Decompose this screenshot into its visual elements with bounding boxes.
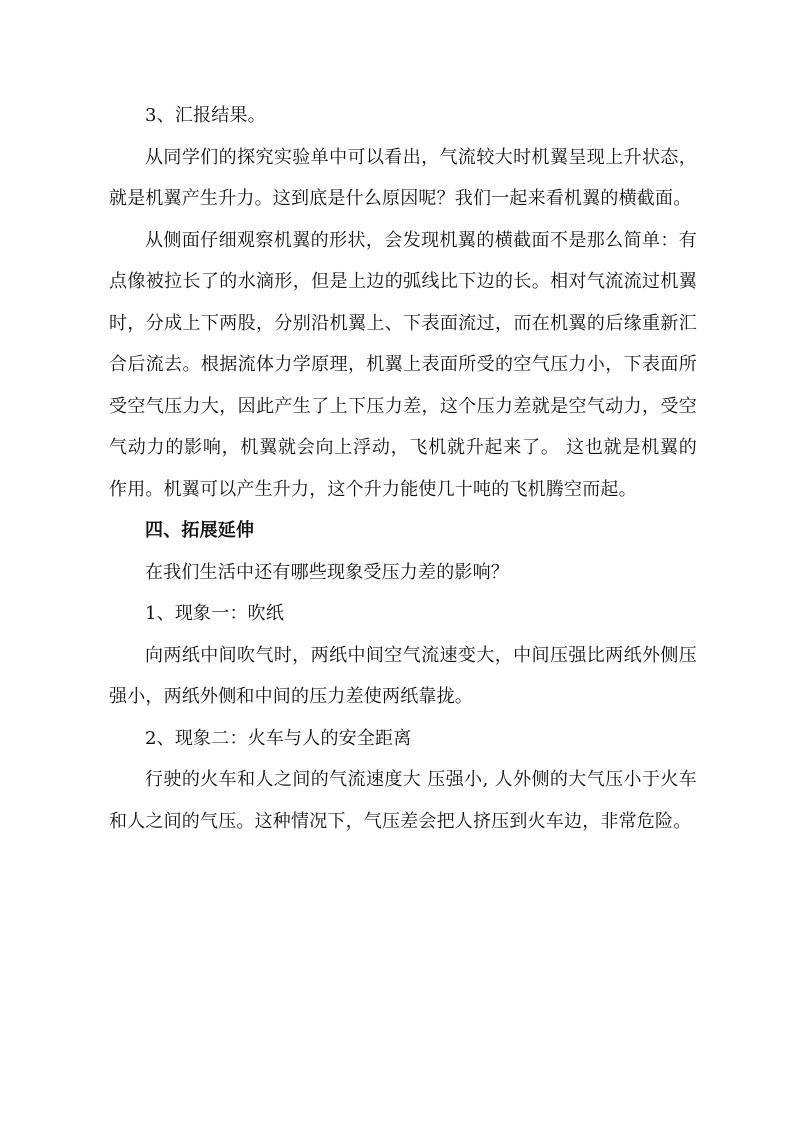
paragraph-question: 在我们生活中还有哪些现象受压力差的影响？ [145, 561, 509, 583]
paragraph-report-results: 3、汇报结果。 [145, 105, 266, 126]
phenomenon-two-title: 2、现象二：火车与人的安全距离 [145, 727, 412, 749]
phenomenon-one-description: 向两纸中间吹气时，两纸中间空气流速变大，中间压强比两纸外侧压强小，两纸外侧和中间的压力差使两纸靠拢。 [109, 644, 697, 707]
document-body [109, 95, 697, 842]
phenomenon-one-title: 1、现象一：吹纸 [145, 603, 285, 624]
paragraph-experiment-observation: 从同学们的探究实验单中可以看出，气流较大时机翼呈现上升状态， 就是机翼产生升力。这到底是什么原因呢？我们一起来看机翼的横截面。 [109, 146, 697, 209]
phenomenon-two-description: 行驶的火车和人之间的气流速度大 压强小, 人外侧的大气压小于火车和人之间的气压。这种情况下，气压差会把人挤压到火车边，非常危险。 [109, 769, 697, 832]
paragraph-wing-explanation: 从侧面仔细观察机翼的形状，会发现机翼的横截面不是那么简单：有点像被拉长了的水滴形，但是上边的弧线比下边的长。相对气流流过机翼时，分成上下两股，分别沿机翼上、下表面流过，而在机翼的后缘重新汇合后流去。根据流体力学原理，机翼上表面所受的空气压力小，下表面所受空气压力大，因此产生了上下压力差，这个压力差就是空气动力，受空气动力的影响，机翼就会向上浮动，飞机就升起来了。 这也就是机翼的作用。机翼可以产生升力，这个升力能使几十吨的飞机腾空而起。 [109, 229, 697, 500]
section-heading-extension: 四、拓展延伸 [145, 520, 255, 541]
